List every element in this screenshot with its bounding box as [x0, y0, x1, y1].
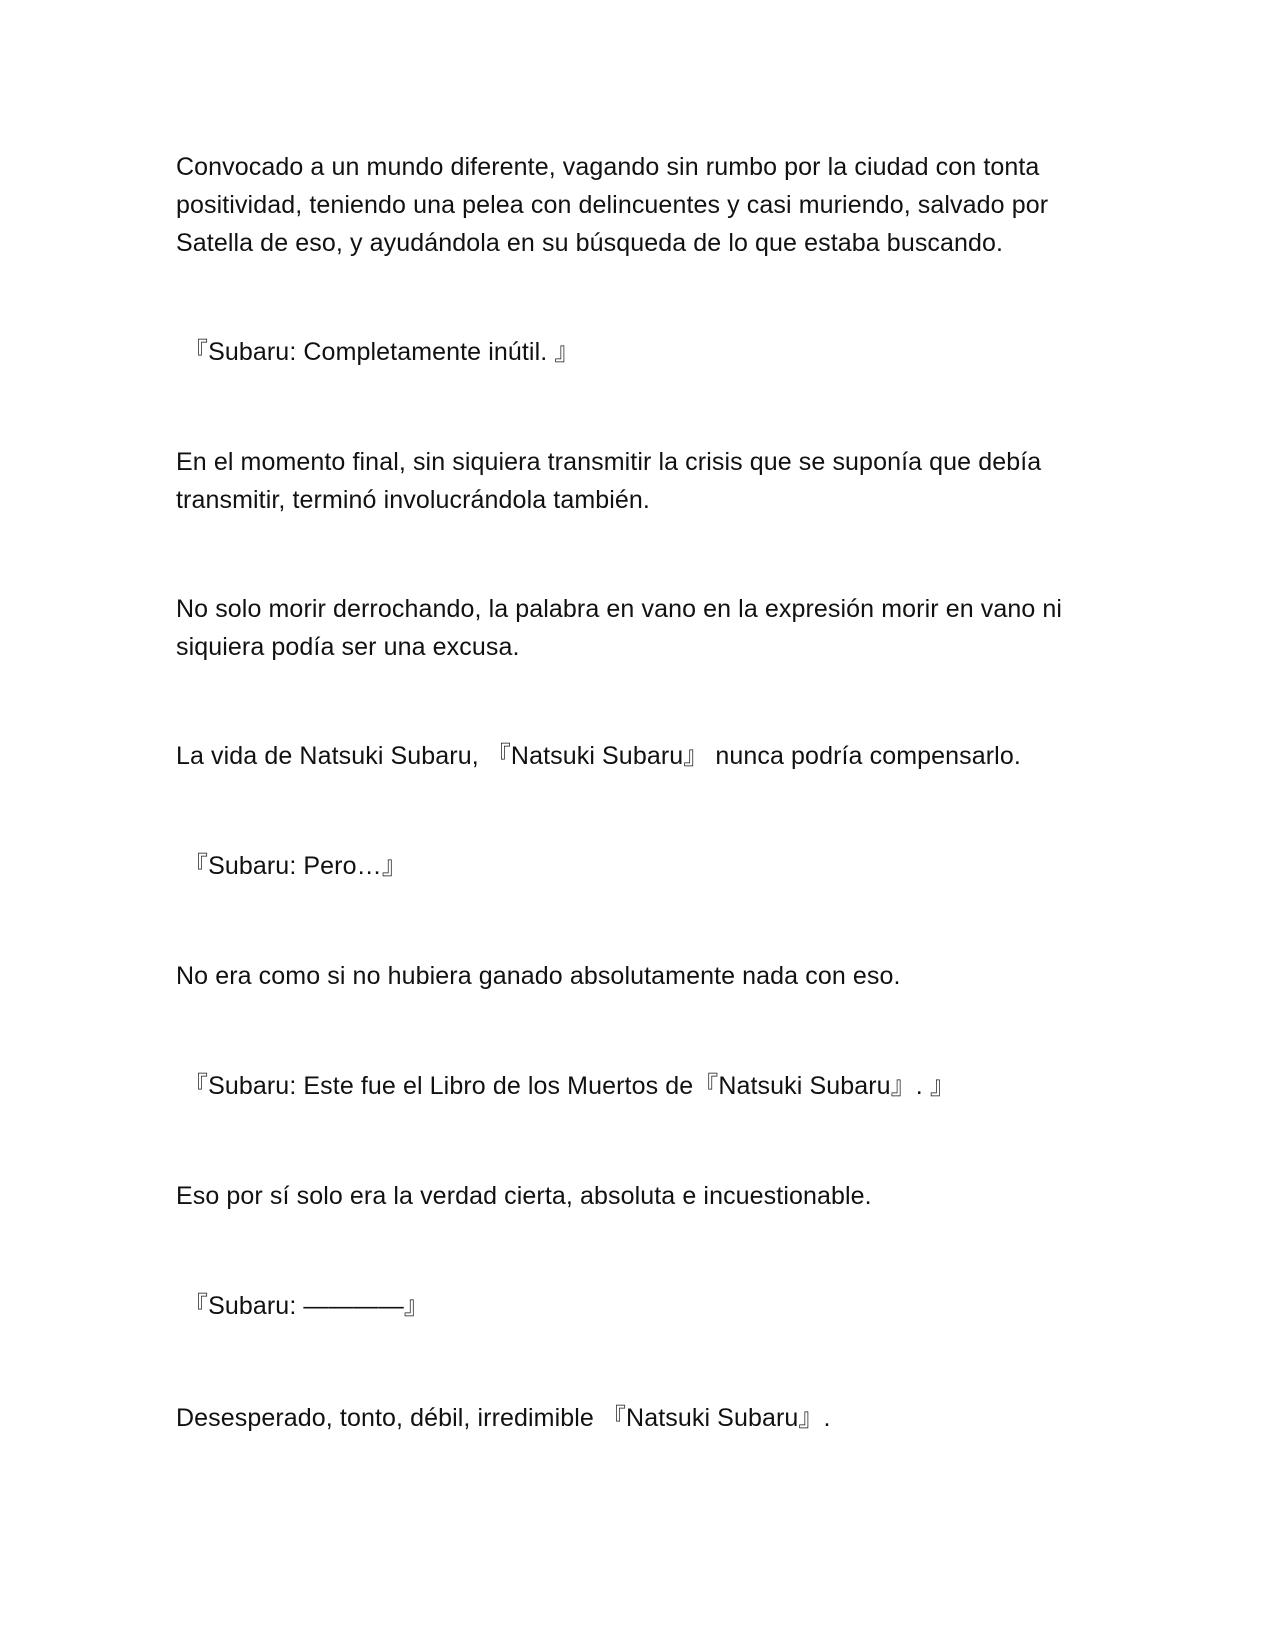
dialogue-book-of-dead: 『Subaru: Este fue el Libro de los Muertos de『Natsuki Subaru』. 』: [183, 1072, 955, 1100]
dialogue-dashes: 『Subaru: ————』: [183, 1292, 429, 1320]
dialogue-useless: 『Subaru: Completamente inútil. 』: [183, 338, 580, 366]
paragraph-life-of-subaru: La vida de Natsuki Subaru, 『Natsuki Subaru』 nunca podría compensarlo.: [176, 742, 1021, 770]
paragraph-desperate: Desesperado, tonto, débil, irredimible 『Natsuki Subaru』.: [176, 1404, 831, 1432]
paragraph-not-nothing: No era como si no hubiera ganado absolutamente nada con eso.: [176, 962, 901, 990]
paragraph-summoning: Convocado a un mundo diferente, vagando sin rumbo por la ciudad con tonta positividad, teniendo una pelea con delincuentes y casi muriendo, salvado por Satella de eso, y ayudándola en su búsqueda de lo que estaba buscando.: [176, 153, 1056, 257]
paragraph-truth: Eso por sí solo era la verdad cierta, absoluta e incuestionable.: [176, 1182, 872, 1210]
paragraph-final-moment: En el momento final, sin siquiera transmitir la crisis que se suponía que debía transmitir, terminó involucrándola también.: [176, 448, 1049, 514]
paragraph-die-in-vain: No solo morir derrochando, la palabra en vano en la expresión morir en vano ni siquiera podía ser una excusa.: [176, 595, 1070, 661]
dialogue-but: 『Subaru: Pero…』: [183, 852, 407, 880]
